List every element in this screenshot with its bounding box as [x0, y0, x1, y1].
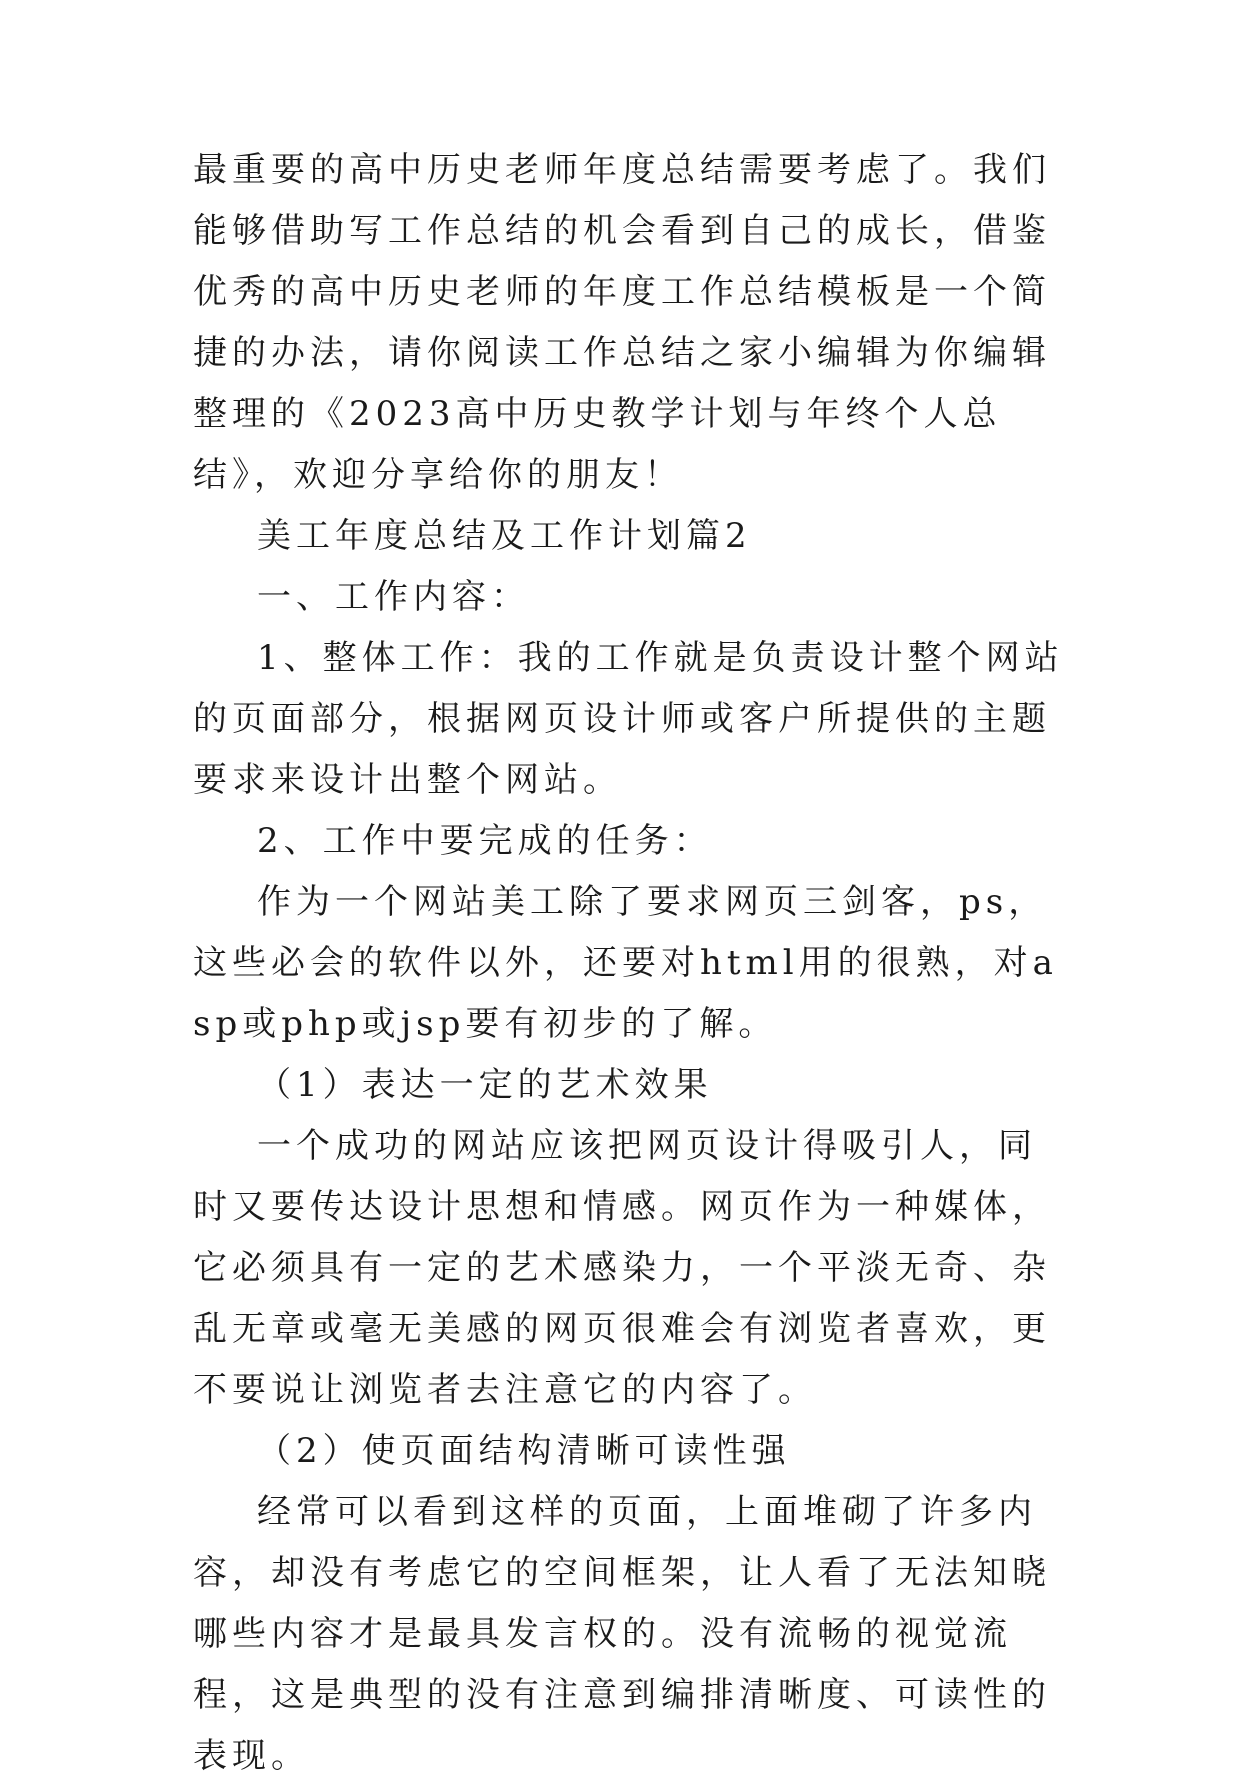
heading-work-content: 一、工作内容：: [257, 577, 530, 617]
paragraph-artistic-effect: 一个成功的网站应该把网页设计得吸引人，同时又要传达设计思想和情感。网页作为一种媒体，它必须具有一定的艺术感染力，一个平淡无奇、杂乱无章或毫无美感的网页很难会有浏览者喜欢，更不要说让浏览者去注意它的内容了。: [193, 1126, 1051, 1410]
heading-tasks: 2、工作中要完成的任务：: [257, 821, 713, 861]
intro-paragraph: 最重要的高中历史老师年度总结需要考虑了。我们能够借助写工作总结的机会看到自己的成长，借鉴优秀的高中历史老师的年度工作总结模板是一个简捷的办法，请你阅读工作总结之家小编辑为你编辑整理的《2023高中历史教学计划与年终个人总结》，欢迎分享给你的朋友！: [193, 150, 1051, 495]
document-body: [193, 140, 1073, 1787]
section-title: 美工年度总结及工作计划篇2: [257, 516, 752, 556]
subheading-artistic-effect: （1）表达一定的艺术效果: [257, 1065, 713, 1105]
paragraph-readability: 经常可以看到这样的页面，上面堆砌了许多内容，却没有考虑它的空间框架，让人看了无法知晓哪些内容才是最具发言权的。没有流畅的视觉流程，这是典型的没有注意到编排清晰度、可读性的表现。: [193, 1492, 1051, 1776]
subheading-readability: （2）使页面结构清晰可读性强: [257, 1431, 791, 1471]
paragraph-skills: 作为一个网站美工除了要求网页三剑客，ps，这些必会的软件以外，还要对html用的很熟，对asp或php或jsp要有初步的了解。: [193, 882, 1058, 1044]
paragraph-overall-work: 1、整体工作：我的工作就是负责设计整个网站的页面部分，根据网页设计师或客户所提供的主题要求来设计出整个网站。: [193, 638, 1064, 800]
